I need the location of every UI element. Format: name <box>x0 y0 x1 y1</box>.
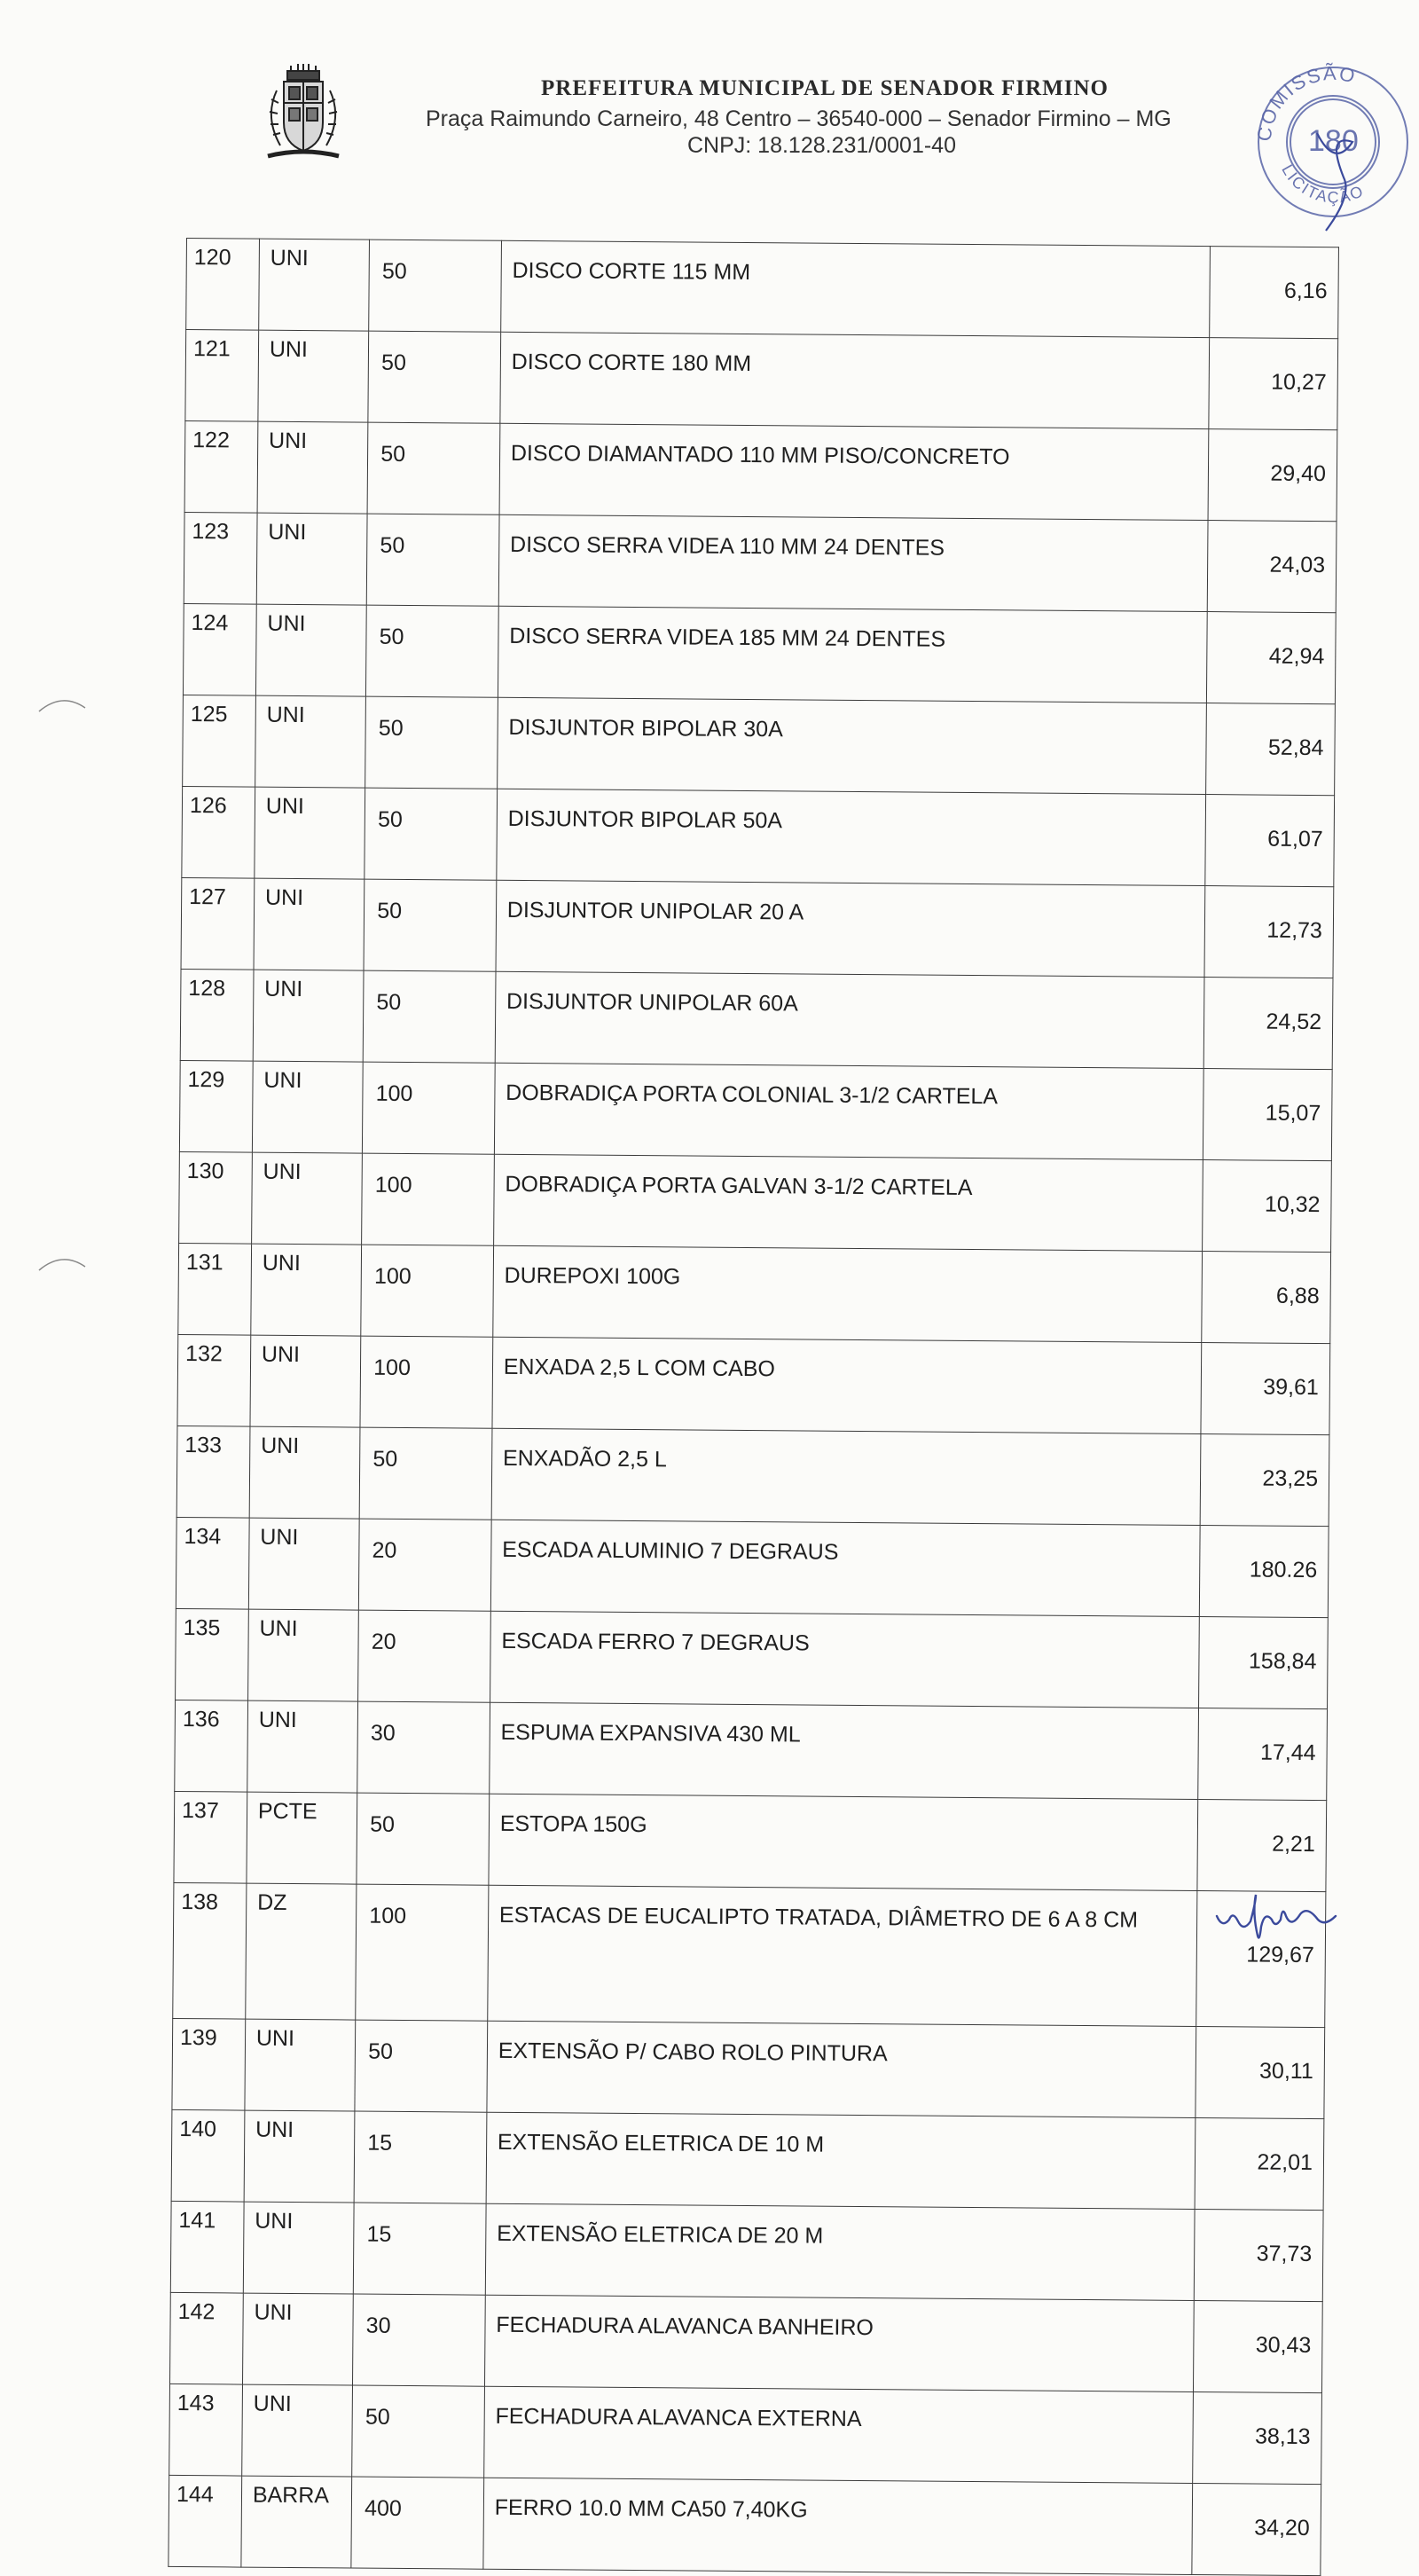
unit-cell: UNI <box>252 1061 363 1153</box>
table-row <box>169 2384 1322 2484</box>
unit-cell: PCTE <box>247 1792 357 1884</box>
quantity-cell: 100 <box>363 1062 495 1154</box>
header-title: PREFEITURA MUNICIPAL DE SENADOR FIRMINO <box>541 76 1109 100</box>
item-number-cell: 140 <box>171 2109 245 2202</box>
stamp-top-text: COMISSÃO <box>1252 61 1359 143</box>
quantity-cell: 50 <box>364 879 496 971</box>
unit-price-cell: 52,84 <box>1206 703 1335 796</box>
item-number-cell: 120 <box>186 239 260 331</box>
quantity-cell: 100 <box>361 1245 493 1337</box>
unit-price-cell: 10,32 <box>1203 1160 1331 1253</box>
unit-price-cell: 39,61 <box>1201 1343 1329 1435</box>
quantity-cell: 50 <box>359 1427 491 1520</box>
unit-price-cell: 15,07 <box>1203 1069 1332 1161</box>
table-row <box>169 2475 1321 2575</box>
unit-cell: UNI <box>244 2110 355 2203</box>
description-cell: FECHADURA ALAVANCA BANHEIRO <box>484 2295 1194 2391</box>
description-cell: DISJUNTOR UNIPOLAR 60A <box>495 971 1204 1068</box>
unit-price-cell: 180.26 <box>1200 1526 1329 1618</box>
unit-cell: UNI <box>251 1152 362 1245</box>
quantity-cell: 50 <box>352 2385 484 2478</box>
unit-cell: UNI <box>255 695 366 788</box>
unit-cell: UNI <box>253 970 364 1062</box>
description-cell: EXTENSÃO ELETRICA DE 20 M <box>485 2203 1195 2300</box>
table-row <box>184 512 1337 612</box>
item-number-cell: 128 <box>180 969 254 1061</box>
description-cell: ENXADÃO 2,5 L <box>491 1428 1201 1525</box>
unit-price-cell: 17,44 <box>1198 1708 1327 1801</box>
unit-cell: UNI <box>242 2384 353 2477</box>
margin-mark-icon <box>35 1251 89 1277</box>
margin-mark-icon <box>35 692 89 719</box>
unit-cell: UNI <box>247 1700 358 1793</box>
unit-cell: UNI <box>255 604 366 696</box>
unit-cell: UNI <box>243 2202 354 2294</box>
unit-price-cell: 6,16 <box>1210 247 1338 339</box>
item-number-cell: 136 <box>175 1700 248 1792</box>
header-address: Praça Raimundo Carneiro, 48 Centro – 36540-000 – Senador Firmino – MG <box>426 106 1172 131</box>
unit-price-cell: 37,73 <box>1195 2210 1323 2302</box>
description-cell: ESCADA FERRO 7 DEGRAUS <box>490 1611 1199 1708</box>
quantity-cell: 30 <box>357 1701 490 1794</box>
description-cell: ESCADA ALUMINIO 7 DEGRAUS <box>490 1520 1200 1616</box>
table-row <box>173 1882 1326 2027</box>
quantity-cell: 15 <box>354 2203 486 2295</box>
table-row <box>169 2292 1322 2392</box>
items-table-body <box>169 239 1339 2576</box>
quantity-cell: 50 <box>363 970 495 1063</box>
description-cell: ESPUMA EXPANSIVA 430 ML <box>490 1702 1199 1799</box>
description-cell: DISCO DIAMANTADO 110 MM PISO/CONCRETO <box>499 423 1209 520</box>
description-cell: DOBRADIÇA PORTA GALVAN 3-1/2 CARTELA <box>493 1154 1203 1251</box>
unit-price-cell: 6,88 <box>1202 1252 1330 1344</box>
unit-cell: UNI <box>257 421 368 514</box>
item-number-cell: 135 <box>176 1608 249 1700</box>
item-number-cell: 142 <box>169 2292 243 2384</box>
item-number-cell: 125 <box>183 695 256 787</box>
description-cell: DISJUNTOR BIPOLAR 50A <box>497 789 1206 885</box>
unit-cell: UNI <box>250 1335 361 1427</box>
description-cell: DISCO CORTE 180 MM <box>500 332 1210 428</box>
quantity-cell: 400 <box>351 2477 483 2569</box>
unit-cell: UNI <box>249 1426 360 1519</box>
quantity-cell: 100 <box>360 1336 492 1428</box>
description-cell: DISJUNTOR BIPOLAR 30A <box>497 697 1206 794</box>
table-row <box>177 1334 1330 1434</box>
description-cell: DISJUNTOR UNIPOLAR 20 A <box>496 880 1205 977</box>
table-row <box>175 1700 1328 1800</box>
item-number-cell: 127 <box>181 877 255 970</box>
unit-price-cell: 158,84 <box>1199 1617 1328 1709</box>
table-row <box>172 2018 1325 2118</box>
description-cell: ENXADA 2,5 L COM CABO <box>492 1337 1202 1433</box>
description-cell: ESTACAS DE EUCALIPTO TRATADA, DIÂMETRO DE 6 A 8 CM <box>488 1885 1198 2026</box>
document-header <box>0 0 1419 213</box>
description-cell: EXTENSÃO P/ CABO ROLO PINTURA <box>487 2021 1196 2117</box>
quantity-cell: 100 <box>356 1884 489 2021</box>
item-number-cell: 138 <box>173 1882 247 2019</box>
stamp-bottom-text: LICITAÇÃO <box>1278 161 1368 207</box>
table-row <box>180 969 1333 1069</box>
table-row <box>176 1608 1329 1708</box>
unit-cell: UNI <box>247 1609 358 1701</box>
table-row <box>186 239 1339 339</box>
table-row <box>179 1060 1332 1160</box>
unit-price-cell: 22,01 <box>1195 2118 1323 2211</box>
unit-price-cell: 38,13 <box>1193 2391 1321 2484</box>
table-row <box>183 603 1336 703</box>
quantity-cell: 50 <box>368 331 500 423</box>
table-row <box>176 1517 1329 1617</box>
unit-price-cell: 24,52 <box>1204 978 1333 1070</box>
quantity-cell: 20 <box>358 1610 490 1702</box>
description-cell: ESTOPA 150G <box>489 1794 1198 1890</box>
commission-stamp-icon <box>1246 53 1419 240</box>
unit-price-cell: 61,07 <box>1205 795 1334 887</box>
unit-price-cell: 129,67 <box>1196 1891 1326 2028</box>
unit-cell: UNI <box>245 2019 356 2111</box>
quantity-cell: 50 <box>367 422 499 514</box>
unit-cell: UNI <box>256 513 367 605</box>
item-number-cell: 130 <box>179 1151 253 1244</box>
description-cell: EXTENSÃO ELETRICA DE 10 M <box>486 2112 1196 2209</box>
unit-price-cell: 34,20 <box>1192 2483 1321 2575</box>
item-number-cell: 144 <box>169 2475 242 2567</box>
unit-price-cell: 23,25 <box>1201 1434 1329 1527</box>
item-number-cell: 123 <box>184 512 257 604</box>
table-row <box>178 1243 1331 1343</box>
quantity-cell: 50 <box>366 605 498 697</box>
unit-cell: UNI <box>259 239 370 331</box>
item-number-cell: 129 <box>179 1060 253 1152</box>
description-cell: DUREPOXI 100G <box>493 1245 1203 1342</box>
table-row <box>181 877 1334 978</box>
quantity-cell: 100 <box>362 1153 494 1245</box>
quantity-cell: 50 <box>366 514 498 606</box>
unit-cell: DZ <box>246 1883 357 2020</box>
signature-icon <box>1213 1881 1355 1943</box>
table-row <box>183 695 1336 795</box>
table-row <box>170 2201 1323 2301</box>
unit-price-cell: 12,73 <box>1204 886 1333 978</box>
description-cell: FERRO 10.0 MM CA50 7,40KG <box>483 2478 1193 2574</box>
item-number-cell: 124 <box>183 603 256 695</box>
item-number-cell: 132 <box>177 1334 251 1426</box>
unit-price-cell: 24,03 <box>1208 521 1337 613</box>
quantity-cell: 50 <box>369 240 501 332</box>
header-cnpj: CNPJ: 18.128.231/0001-40 <box>687 133 956 158</box>
item-number-cell: 121 <box>185 330 259 422</box>
item-number-cell: 133 <box>176 1425 250 1518</box>
item-number-cell: 137 <box>174 1791 247 1883</box>
municipal-crest-icon <box>259 64 348 169</box>
unit-price-cell: 10,27 <box>1209 338 1337 430</box>
unit-cell: UNI <box>248 1518 359 1610</box>
item-number-cell: 131 <box>178 1243 252 1335</box>
quantity-cell: 30 <box>353 2294 485 2386</box>
quantity-cell: 50 <box>355 2020 487 2112</box>
item-number-cell: 141 <box>170 2201 244 2293</box>
description-cell: FECHADURA ALAVANCA EXTERNA <box>483 2386 1193 2483</box>
table-row <box>176 1425 1329 1526</box>
item-number-cell: 139 <box>172 2018 246 2110</box>
table-row <box>182 786 1335 886</box>
unit-cell: UNI <box>254 878 365 970</box>
description-cell: DISCO SERRA VIDEA 110 MM 24 DENTES <box>498 514 1208 611</box>
unit-price-cell: 42,94 <box>1207 612 1336 704</box>
unit-cell: UNI <box>258 330 369 422</box>
description-cell: DISCO SERRA VIDEA 185 MM 24 DENTES <box>498 606 1207 703</box>
description-cell: DISCO CORTE 115 MM <box>500 240 1210 337</box>
table-row <box>171 2109 1324 2210</box>
unit-cell: UNI <box>251 1244 362 1336</box>
quantity-cell: 15 <box>354 2111 486 2203</box>
unit-price-cell: 29,40 <box>1208 429 1337 522</box>
quantity-cell: 50 <box>357 1793 489 1885</box>
item-number-cell: 143 <box>169 2384 243 2476</box>
item-number-cell: 122 <box>184 420 258 513</box>
unit-cell: BARRA <box>241 2476 352 2568</box>
unit-price-cell: 30,43 <box>1194 2300 1322 2392</box>
unit-price-cell: 2,21 <box>1197 1800 1326 1892</box>
table-row <box>179 1151 1332 1252</box>
table-row <box>184 420 1337 521</box>
table-row <box>185 330 1338 430</box>
quantity-cell: 20 <box>359 1519 491 1611</box>
stamp-number: 180 <box>1308 124 1359 158</box>
unit-cell: UNI <box>255 787 365 879</box>
item-number-cell: 134 <box>176 1517 249 1609</box>
items-table <box>168 238 1339 2576</box>
item-number-cell: 126 <box>182 786 255 878</box>
quantity-cell: 50 <box>365 696 498 789</box>
description-cell: DOBRADIÇA PORTA COLONIAL 3-1/2 CARTELA <box>494 1063 1203 1159</box>
table-row <box>174 1791 1327 1891</box>
quantity-cell: 50 <box>365 788 497 880</box>
unit-cell: UNI <box>242 2293 353 2385</box>
unit-price-cell: 30,11 <box>1196 2027 1324 2119</box>
